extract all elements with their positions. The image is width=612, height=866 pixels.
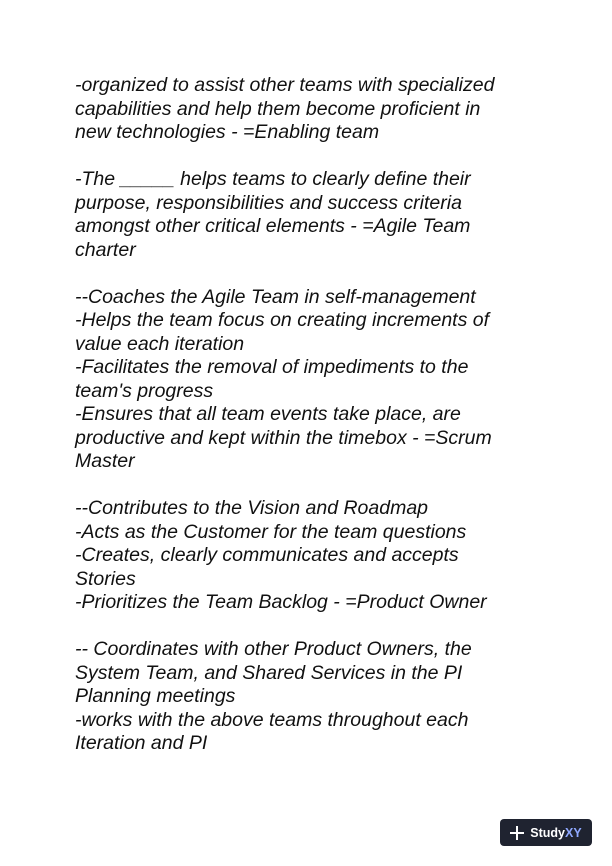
text-line: -Prioritizes the Team Backlog - =Product Owner (75, 591, 487, 613)
paragraph-enabling-team (75, 74, 575, 145)
text-line: -Ensures that all team events take place, are (75, 403, 461, 425)
text-line: value each iteration (75, 332, 245, 355)
text-line: purpose, responsibilities and success criteria (75, 191, 462, 214)
brand-main: Study (530, 825, 566, 840)
text-line: amongst other critical elements - =Agile Team (75, 215, 471, 237)
text-line: -organized to assist other teams with specialized (75, 74, 495, 96)
brand-accent: XY (565, 825, 582, 840)
text-line: Stories (75, 567, 136, 590)
paragraph-product-owner (75, 497, 575, 615)
text-line: -Helps the team focus on creating increments of (75, 309, 490, 331)
text-line: team's progress (75, 379, 214, 402)
text-line: System Team, and Shared Services in the PI (75, 661, 463, 684)
text-line: capabilities and help them become proficient in (75, 97, 481, 120)
text-line: --Contributes to the Vision and Roadmap (75, 497, 429, 519)
text-line: --Coaches the Agile Team in self-management (75, 285, 476, 308)
text-line: Iteration and PI (75, 732, 208, 754)
text-line: -works with the above teams throughout each (75, 708, 469, 731)
text-line: productive and kept within the timebox - =Scrum (75, 426, 492, 449)
paragraph-coordination (75, 638, 575, 756)
text-line: -- Coordinates with other Product Owners, the (75, 638, 472, 660)
document-body (75, 74, 575, 779)
plus-icon (510, 826, 524, 840)
text-line: -Acts as the Customer for the team questions (75, 520, 467, 543)
text-line: Planning meetings (75, 685, 236, 707)
studyxy-badge[interactable] (500, 819, 592, 846)
text-line: Master (75, 450, 135, 472)
brand-logo-text (530, 826, 581, 840)
text-line: charter (75, 238, 136, 261)
text-line: new technologies - =Enabling team (75, 121, 380, 143)
text-line: -Creates, clearly communicates and accepts (75, 544, 459, 566)
paragraph-team-charter (75, 168, 575, 262)
text-line: -The _____ helps teams to clearly define their (75, 168, 471, 190)
paragraph-scrum-master (75, 286, 575, 474)
text-line: -Facilitates the removal of impediments to the (75, 356, 469, 378)
